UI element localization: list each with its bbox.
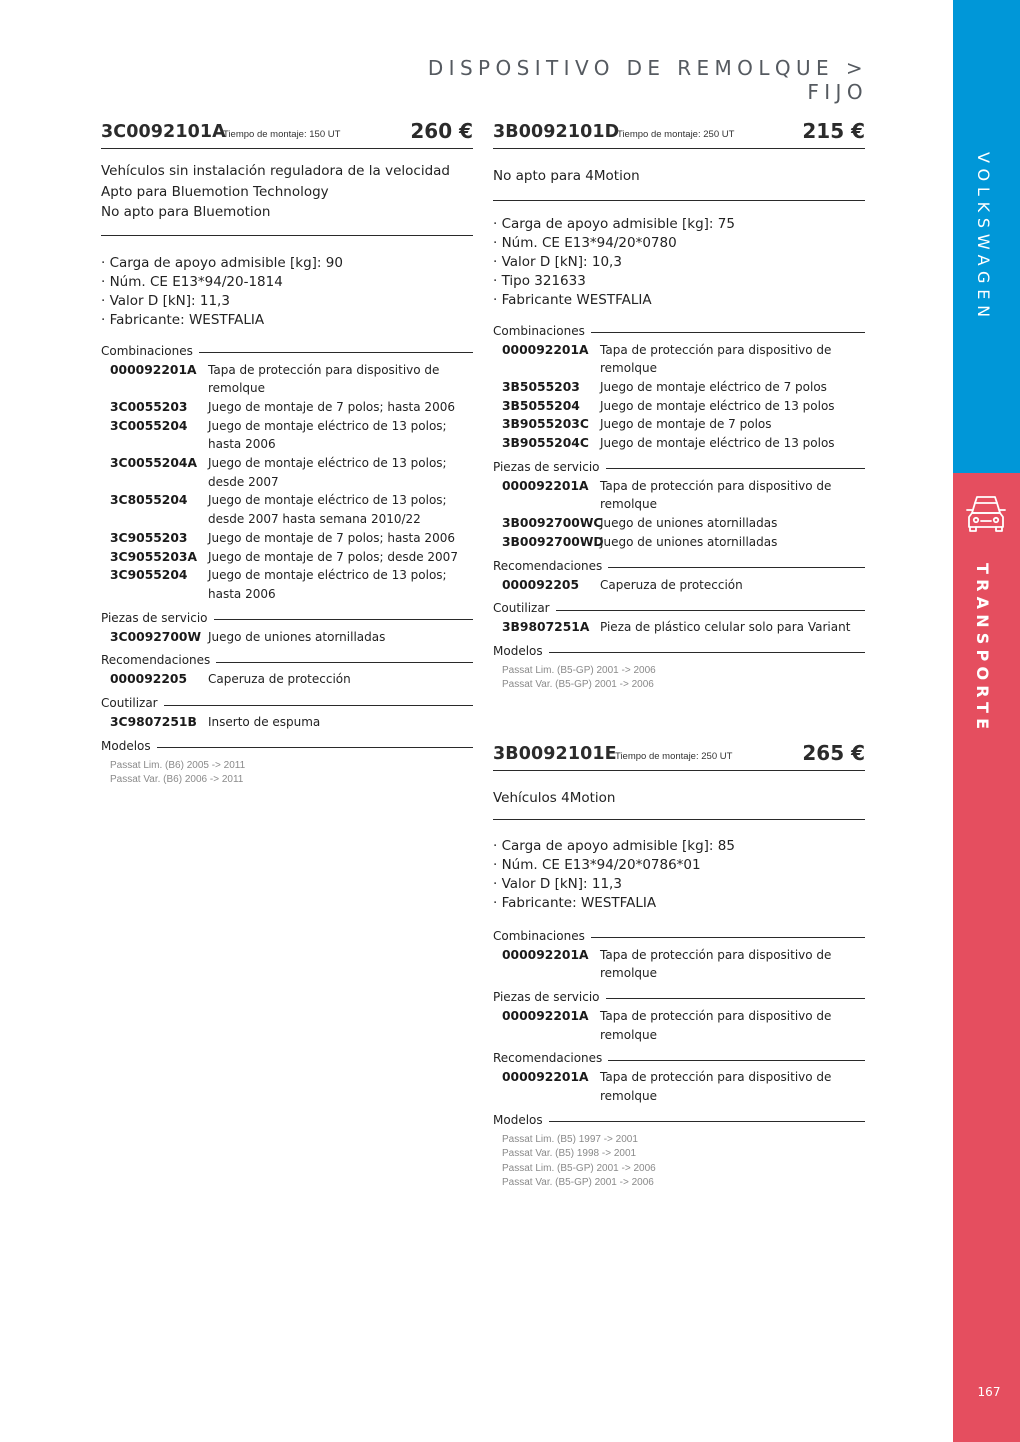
product-header	[493, 742, 865, 771]
item-ref: 3B9807251A	[502, 620, 590, 635]
model-item: Passat Lim. (B5-GP) 2001 -> 2006	[502, 664, 656, 676]
list-item	[493, 341, 865, 378]
product-header	[493, 120, 865, 149]
section-title-text: Modelos	[101, 738, 151, 753]
item-text: Tapa de protección para dispositivo de remolque	[208, 362, 440, 396]
item-ref: 000092201A	[502, 1070, 589, 1085]
product-header	[101, 120, 473, 149]
item-ref: 000092201A	[110, 362, 197, 377]
description-line: Apto para Bluemotion Technology	[101, 183, 329, 200]
section-title	[493, 322, 865, 340]
item-ref: 3B5055204	[502, 398, 580, 413]
item-text: Juego de uniones atornilladas	[600, 516, 778, 531]
section-title-text: Coutilizar	[101, 696, 158, 711]
list-item	[101, 361, 473, 398]
item-text: Juego de uniones atornilladas	[600, 534, 778, 549]
section-title-text: Modelos	[493, 1112, 543, 1127]
price: 215 €	[802, 119, 865, 143]
section-title	[101, 651, 473, 669]
spec-list	[493, 201, 865, 320]
section-title-text: Recomendaciones	[101, 653, 211, 668]
part-number: 3B0092101E	[493, 744, 617, 764]
spec-item: · Núm. CE E13*94/20-1814	[101, 273, 283, 290]
list-item	[493, 434, 865, 453]
item-ref: 000092205	[502, 577, 580, 592]
section-title-text: Modelos	[493, 643, 543, 658]
mount-time: Tiempo de montaje: 250 UT	[615, 751, 733, 762]
section-title	[493, 642, 865, 660]
model-item: Passat Var. (B6) 2006 -> 2011	[110, 774, 244, 786]
item-text: Caperuza de protección	[208, 672, 351, 687]
section-title-text: Coutilizar	[493, 601, 550, 616]
item-ref: 3C0092700W	[110, 629, 202, 644]
spec-item: · Tipo 321633	[493, 272, 586, 289]
item-ref: 3B5055203	[502, 379, 580, 394]
section-title	[493, 927, 865, 945]
list-item	[493, 576, 865, 595]
model-list	[493, 1129, 865, 1191]
section-label: TRANSPORTE	[973, 563, 992, 735]
spec-item: · Fabricante: WESTFALIA	[101, 311, 265, 328]
item-ref: 3C9055203	[110, 530, 188, 545]
section-title	[493, 557, 865, 575]
item-ref: 3C9055204	[110, 568, 188, 583]
spec-item: · Núm. CE E13*94/20*0786*01	[493, 856, 701, 873]
item-text: Juego de uniones atornilladas	[208, 629, 386, 644]
section-title	[101, 694, 473, 712]
list-item	[493, 946, 865, 983]
section-title-text: Piezas de servicio	[493, 459, 600, 474]
section-title	[493, 599, 865, 617]
model-list	[493, 660, 865, 693]
spec-item: · Carga de apoyo admisible [kg]: 75	[493, 215, 735, 232]
part-number: 3C0092101A	[101, 122, 226, 142]
spec-item: · Carga de apoyo admisible [kg]: 90	[101, 254, 343, 271]
item-text: Tapa de protección para dispositivo de remolque	[600, 342, 832, 376]
item-ref: 3C0055204A	[110, 456, 197, 471]
list-item	[101, 548, 473, 567]
item-ref: 3C0055203	[110, 399, 188, 414]
item-text: Juego de montaje de 7 polos	[600, 417, 772, 432]
product-description	[101, 149, 473, 236]
item-text: Juego de montaje eléctrico de 7 polos	[600, 379, 827, 394]
product-description	[493, 771, 865, 820]
mount-time: Tiempo de montaje: 250 UT	[617, 129, 735, 140]
list-item	[101, 454, 473, 491]
item-text: Inserto de espuma	[208, 715, 321, 730]
list-item	[101, 713, 473, 732]
section-title	[101, 609, 473, 627]
item-text: Juego de montaje eléctrico de 13 polos	[600, 398, 835, 413]
item-ref: 000092205	[110, 672, 188, 687]
spec-list	[101, 236, 473, 340]
list-item	[493, 1068, 865, 1105]
list-item	[101, 670, 473, 689]
section-title	[493, 458, 865, 476]
list-item	[101, 529, 473, 548]
product-card	[493, 120, 865, 693]
item-text: Tapa de protección para dispositivo de remolque	[600, 947, 832, 981]
model-item: Passat Var. (B5-GP) 2001 -> 2006	[502, 679, 654, 691]
item-ref: 000092201A	[502, 478, 589, 493]
section-title-text: Combinaciones	[493, 928, 585, 943]
item-ref: 3C0055204	[110, 418, 188, 433]
item-text: Juego de montaje eléctrico de 13 polos; hasta 2006	[208, 418, 447, 452]
spec-item: · Núm. CE E13*94/20*0780	[493, 234, 677, 251]
item-text: Tapa de protección para dispositivo de remolque	[600, 1008, 832, 1042]
section-title-text: Combinaciones	[101, 343, 193, 358]
item-ref: 3B9055204C	[502, 436, 589, 451]
section-title	[101, 737, 473, 755]
item-text: Tapa de protección para dispositivo de remolque	[600, 1070, 832, 1104]
list-item	[493, 415, 865, 434]
list-item	[493, 477, 865, 514]
model-item: Passat Lim. (B5-GP) 2001 -> 2006	[502, 1162, 656, 1174]
item-text: Juego de montaje eléctrico de 13 polos; desde 2007	[208, 456, 447, 489]
list-item	[101, 417, 473, 454]
description-line: No apto para Bluemotion	[101, 204, 271, 220]
list-item	[493, 533, 865, 552]
model-item: Passat Lim. (B5) 1997 -> 2001	[502, 1133, 638, 1145]
list-item	[101, 628, 473, 647]
item-text: Pieza de plástico celular solo para Variant	[600, 620, 851, 635]
section-title	[101, 342, 473, 360]
section-title	[493, 1111, 865, 1129]
spec-item: · Valor D [kN]: 11,3	[493, 875, 622, 892]
item-text: Juego de montaje de 7 polos; desde 2007	[208, 549, 458, 564]
list-item	[493, 514, 865, 533]
list-item	[101, 398, 473, 417]
item-ref: 3C9055203A	[110, 549, 197, 564]
spec-item: · Fabricante: WESTFALIA	[493, 894, 657, 911]
description-line: Vehículos sin instalación reguladora de la velocidad	[101, 163, 450, 179]
product-card	[493, 742, 865, 1190]
list-item	[493, 618, 865, 637]
item-ref: 000092201A	[502, 947, 589, 962]
item-text: Caperuza de protección	[600, 577, 743, 592]
description-line: Vehículos 4Motion	[493, 790, 616, 806]
spec-item: · Fabricante WESTFALIA	[493, 291, 652, 308]
item-text: Juego de montaje de 7 polos; hasta 2006	[208, 399, 455, 414]
part-number: 3B0092101D	[493, 122, 620, 142]
price: 260 €	[410, 119, 473, 143]
item-ref: 3B9055203C	[502, 417, 589, 432]
section-title	[493, 1049, 865, 1067]
model-item: Passat Lim. (B6) 2005 -> 2011	[110, 759, 246, 771]
item-text: Juego de montaje eléctrico de 13 polos; desde 2007 hasta semana 2010/22	[208, 493, 447, 527]
section-title-text: Recomendaciones	[493, 1051, 603, 1066]
section-title-text: Piezas de servicio	[101, 610, 208, 625]
item-text: Juego de montaje eléctrico de 13 polos	[600, 436, 835, 451]
item-ref: 3B0092700WD	[502, 534, 604, 549]
item-ref: 3B0092700WC	[502, 516, 603, 531]
page-number: 167	[977, 1385, 1001, 1399]
model-item: Passat Var. (B5) 1998 -> 2001	[502, 1148, 637, 1160]
list-item	[101, 566, 473, 603]
spec-item: · Valor D [kN]: 10,3	[493, 253, 622, 270]
list-item	[493, 1007, 865, 1044]
model-list	[101, 755, 473, 788]
item-text: Juego de montaje eléctrico de 13 polos; hasta 2006	[208, 568, 447, 601]
page-title: DISPOSITIVO DE REMOLQUE > FIJO	[427, 56, 868, 104]
section-title-text: Recomendaciones	[493, 558, 603, 573]
price: 265 €	[802, 741, 865, 765]
product-card	[101, 120, 473, 788]
item-ref: 3C8055204	[110, 493, 188, 508]
brand-label: VOLKSWAGEN	[974, 152, 993, 323]
section-title-text: Combinaciones	[493, 323, 585, 338]
car-front-icon	[964, 493, 1008, 535]
item-ref: 000092201A	[502, 342, 589, 357]
list-item	[101, 491, 473, 528]
list-item	[493, 397, 865, 416]
mount-time: Tiempo de montaje: 150 UT	[223, 129, 341, 140]
product-description	[493, 149, 865, 201]
item-text: Tapa de protección para dispositivo de remolque	[600, 478, 832, 512]
description-line: No apto para 4Motion	[493, 168, 640, 184]
spec-list	[493, 820, 865, 925]
spec-item: · Valor D [kN]: 11,3	[101, 292, 230, 309]
item-ref: 000092201A	[502, 1008, 589, 1023]
section-title	[493, 988, 865, 1006]
list-item	[493, 378, 865, 397]
item-text: Juego de montaje de 7 polos; hasta 2006	[208, 530, 455, 545]
section-title-text: Piezas de servicio	[493, 989, 600, 1004]
model-item: Passat Var. (B5-GP) 2001 -> 2006	[502, 1176, 654, 1188]
spec-item: · Carga de apoyo admisible [kg]: 85	[493, 837, 735, 854]
item-ref: 3C9807251B	[110, 715, 197, 730]
